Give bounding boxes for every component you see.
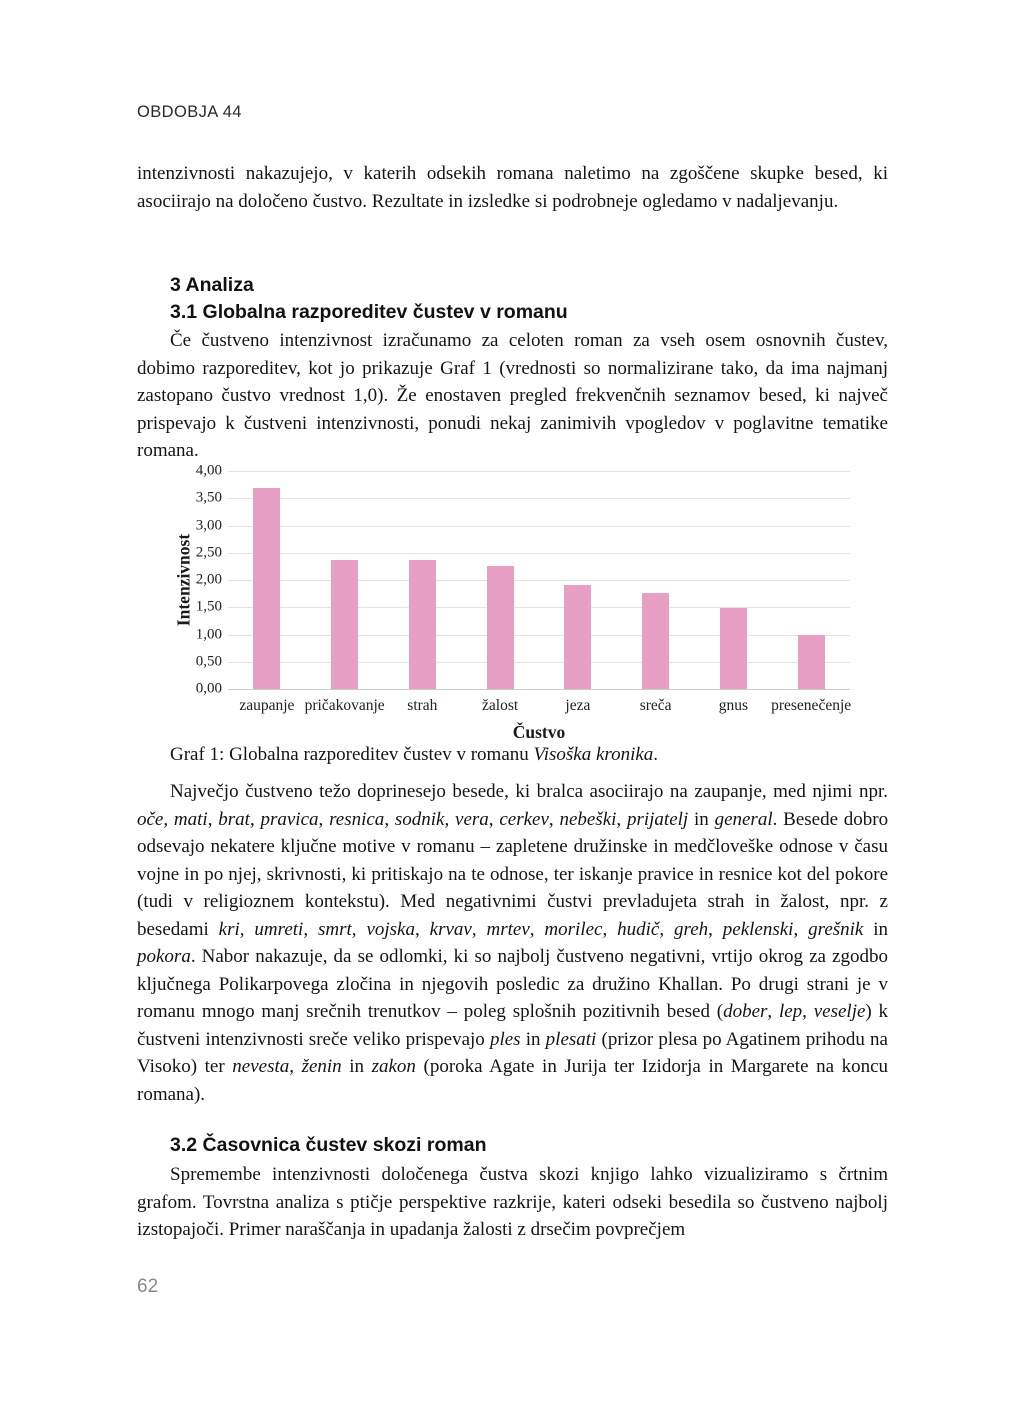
subsection-heading-globalna: 3.1 Globalna razporeditev čustev v romanu [170, 301, 568, 323]
emphasized-term: resnica [329, 808, 385, 830]
gridline [228, 580, 850, 581]
emphasized-term: plesati [545, 1028, 597, 1050]
text-segment: , [384, 808, 395, 830]
emphasized-term: grešnik [808, 918, 864, 940]
text-segment: . [653, 744, 659, 765]
text-segment: , [471, 918, 487, 940]
emphasized-term: greh [674, 918, 709, 940]
emphasized-term: vera [455, 808, 489, 830]
text-segment: in [520, 1028, 546, 1050]
discussion-paragraph [137, 778, 888, 1108]
emphasized-term: kri [218, 918, 240, 940]
text-segment: , [548, 808, 560, 830]
emphasized-term: oče [137, 808, 164, 830]
x-tick-label: strah [407, 697, 438, 714]
bar-strah [409, 560, 436, 689]
gridline [228, 526, 850, 527]
text-segment: , [529, 918, 545, 940]
x-tick-label: zaupanje [239, 697, 295, 714]
text-segment: , [488, 808, 500, 830]
emphasized-term: nevesta [232, 1056, 290, 1077]
text-segment: ) k čustveni intenzivnosti sreče veliko prispevajo [137, 1001, 889, 1050]
emphasized-term: zakon [371, 1056, 416, 1077]
x-tick-label: žalost [482, 697, 519, 714]
emphasized-term: ženin [301, 1056, 342, 1077]
text-segment: (prizor plesa po Agatinem prihodu na Visoko) ter [137, 1028, 888, 1077]
text-segment: , [602, 918, 618, 940]
x-tick-label: gnus [718, 697, 749, 714]
gridline [228, 662, 850, 663]
intro-paragraph: intenzivnosti nakazujejo, v katerih odsekih romana naletimo na zgoščene skupke besed, ki asociirajo na določeno čustvo. Rezultate in izsledke si podrobneje ogledamo v nadaljevanju. [137, 163, 888, 212]
emphasized-term: krvav [429, 918, 472, 940]
text-segment: , [163, 808, 174, 830]
bar-žalost [487, 566, 514, 689]
emphasized-term: dober [723, 1001, 768, 1022]
y-tick-label: 2,50 [195, 544, 222, 561]
emphasized-term: pravica [260, 808, 319, 830]
gridline [228, 498, 850, 499]
text-segment: , [351, 918, 367, 940]
emphasized-term: mati [173, 808, 208, 830]
emphasized-term: hudič [617, 918, 660, 940]
emphasized-term: nebeški [559, 808, 617, 830]
text-segment: , [767, 1001, 779, 1022]
text-segment: , [414, 918, 430, 940]
y-tick-label: 3,50 [195, 489, 222, 506]
text-segment: in [341, 1056, 372, 1077]
y-tick-label: 4,00 [195, 462, 222, 479]
emphasized-term: morilec [544, 918, 603, 940]
y-tick-label: 1,00 [195, 626, 222, 642]
text-segment: , [708, 918, 723, 940]
emphasized-term: lep [778, 1001, 803, 1022]
text-segment: . Besede dobro odsevajo nekatere ključne motive v romanu – zapletene družinske in medčloveške odnose v času vojne in po njej, skrivnosti, ki pritiskajo na te odnose, ter iskanje pravice in resnice kot del pokore (tudi v religioznem kontekstu). Med negativnimi čustvi prevladujeta strah in žalost, npr. z besedami [137, 808, 889, 940]
bar-gnus [720, 608, 747, 689]
gridline [228, 607, 850, 608]
text-segment: , [303, 918, 318, 940]
text-segment: in [863, 918, 889, 940]
bar-presenečenje [798, 635, 825, 690]
emphasized-term: cerkev [499, 808, 549, 830]
y-tick-label: 1,50 [195, 598, 222, 615]
gridline [228, 689, 850, 690]
gridline [228, 635, 850, 636]
emphasized-term: Visoška kronika [533, 744, 654, 765]
casovnica-paragraph: Spremembe intenzivnosti določenega čustva skozi knjigo lahko vizualiziramo s črtnim grafom. Tovrstna analiza s ptičje perspektive razkrije, kateri odseki besedila so čustveno najbolj izstopajoči. Primer naraščanja in upadanja žalosti z drsečim povprečjem [137, 1164, 888, 1240]
text-segment: (poroka Agate in Jurija ter Izidorja in Margarete na koncu romana). [137, 1056, 889, 1105]
text-segment: , [318, 808, 330, 830]
text-segment: , [802, 1001, 814, 1022]
text-segment: , [793, 918, 809, 940]
bar-sreča [642, 593, 669, 689]
bar-zaupanje [253, 488, 280, 689]
emphasized-term: ples [489, 1028, 521, 1050]
text-segment: , [289, 1056, 302, 1077]
emphasized-term: veselje [813, 1001, 866, 1022]
emphasized-term: peklenski [722, 918, 794, 940]
emphasized-term: brat [218, 808, 250, 830]
chart-caption [170, 744, 888, 766]
bar-pričakovanje [331, 560, 358, 689]
emphasized-term: general [714, 808, 773, 830]
section-heading-analiza: 3 Analiza [170, 274, 254, 296]
y-tick-label: 0,50 [195, 653, 222, 670]
running-header: OBDOBJA 44 [137, 103, 242, 121]
text-segment: , [207, 808, 219, 830]
text-segment: , [616, 808, 627, 830]
y-axis-title: Intenzivnost [173, 533, 194, 627]
y-tick-label: 3,00 [195, 517, 222, 533]
y-tick-label: 0,00 [195, 680, 222, 697]
x-tick-label: jeza [565, 697, 591, 714]
emphasized-term: umreti [254, 918, 304, 940]
globalna-paragraph: Če čustveno intenzivnost izračunamo za celoten roman za vseh osem osnovnih čustev, dobimo razporeditev, kot jo prikazuje Graf 1 (vrednosti so normalizirane tako, da ima najmanj zastopano čustvo vrednost 1,0). Že enostaven pregled frekvenčnih seznamov besed, ki največ prispevajo k čustveni intenzivnosti, ponudi nekaj zanimivih vpogledov v poglavitne tematike romana. [137, 330, 888, 461]
emphasized-term: pokora [137, 946, 191, 967]
subsection-heading-casovnica: 3.2 Časovnica čustev skozi roman [170, 1134, 487, 1156]
emphasized-term: smrt [317, 918, 352, 940]
y-tick-label: 2,00 [195, 571, 222, 588]
gridline [228, 553, 850, 554]
text-segment: , [659, 918, 674, 940]
x-tick-label: sreča [639, 697, 672, 714]
emphasized-term: mrtev [486, 918, 530, 940]
bar-chart-figure [168, 455, 882, 747]
x-axis-title: Čustvo [512, 722, 566, 742]
emphasized-term: vojska [366, 918, 415, 940]
page-number: 62 [137, 1276, 159, 1297]
text-segment: . Nabor nakazuje, da se odlomki, ki so najbolj čustveno negativni, vrtijo okrog za zgodbo ključnega Polikarpovega zločina in njegovih posledic za družino Khallan. Po drugi strani je v romanu mnogo manj srečnih trenutkov – poleg splošnih pozitivnih besed ( [137, 946, 888, 1022]
bar-jeza [564, 585, 591, 689]
emphasized-term: prijatelj [626, 808, 689, 830]
gridline [228, 471, 850, 472]
text-segment: Graf 1: Globalna razporeditev čustev v romanu [170, 744, 534, 765]
text-segment: in [688, 808, 715, 830]
text-segment: , [239, 918, 255, 940]
x-tick-label: presenečenje [771, 697, 852, 714]
x-tick-label: pričakovanje [304, 697, 385, 714]
text-segment: , [249, 808, 261, 830]
text-segment: Največjo čustveno težo doprinesejo besede, ki bralca asociirajo na zaupanje, med njimi npr. [170, 781, 888, 802]
emphasized-term: sodnik [394, 808, 445, 830]
bar-chart [168, 455, 882, 747]
text-segment: , [444, 808, 456, 830]
